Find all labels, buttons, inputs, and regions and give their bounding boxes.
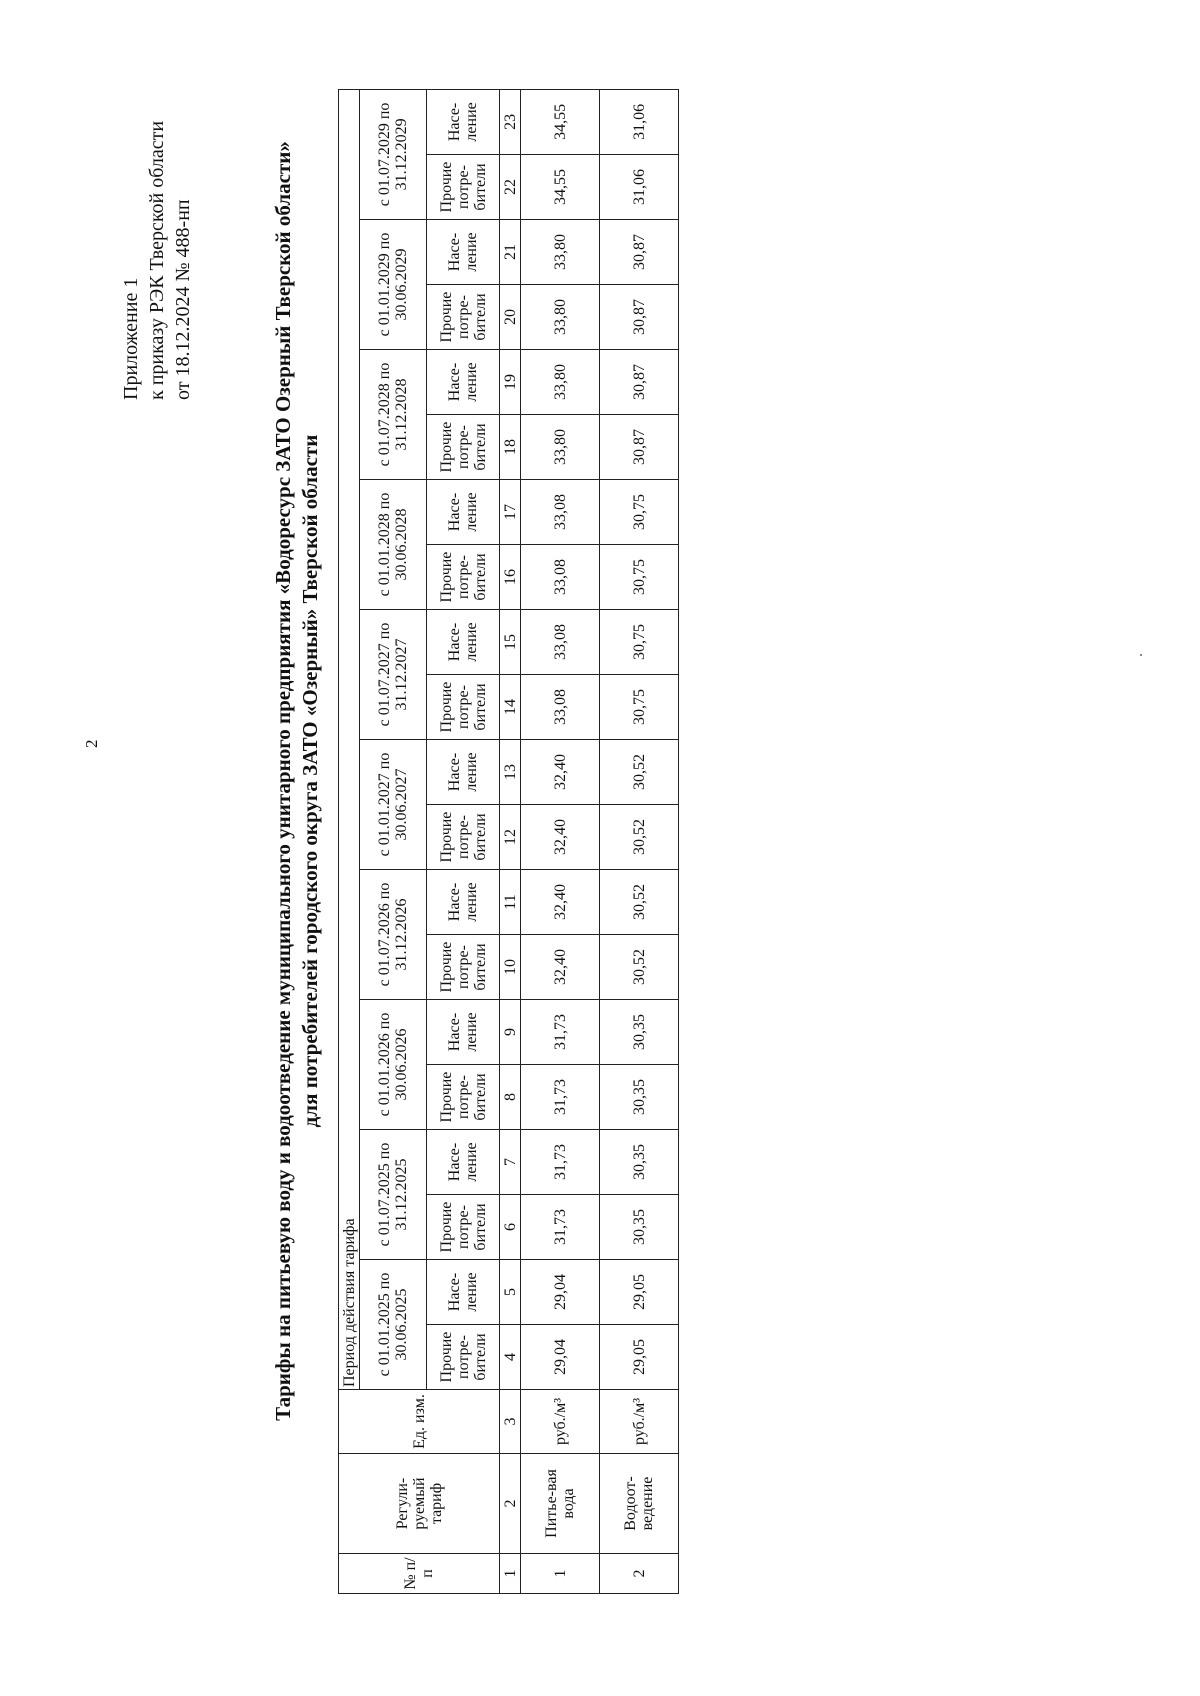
scan-speck — [1140, 654, 1142, 656]
header-population: Насе-ление — [427, 350, 500, 415]
period-header: с 01.01.2026 по 30.06.2026 — [360, 1000, 427, 1130]
header-population: Насе-ление — [427, 220, 500, 285]
header-other-consumers: Прочие потре-бители — [427, 415, 500, 480]
header-population: Насе-ление — [427, 1000, 500, 1065]
tariff-value: 30,52 — [600, 935, 679, 1000]
column-number: 1 — [500, 1554, 521, 1594]
header-regulated-tariff: Регули-руемый тариф — [339, 1454, 500, 1554]
header-population: Насе-ление — [427, 480, 500, 545]
column-number: 13 — [500, 740, 521, 805]
period-header: с 01.07.2026 по 31.12.2026 — [360, 870, 427, 1000]
tariff-value: 29,04 — [521, 1325, 600, 1390]
column-number: 16 — [500, 545, 521, 610]
header-population: Насе-ление — [427, 89, 500, 154]
tariff-value: 32,40 — [521, 740, 600, 805]
header-unit: Ед. изм. — [339, 1390, 500, 1454]
period-header: с 01.01.2025 по 30.06.2025 — [360, 1260, 427, 1390]
column-number: 21 — [500, 220, 521, 285]
tariff-value: 31,73 — [521, 1195, 600, 1260]
appendix-line-3: от 18.12.2024 № 488-нп — [172, 199, 194, 400]
header-other-consumers: Прочие потре-бители — [427, 1195, 500, 1260]
tariff-value: 30,35 — [600, 1065, 679, 1130]
header-period: Период действия тарифа — [339, 89, 360, 1389]
period-header: с 01.01.2028 по 30.06.2028 — [360, 480, 427, 610]
header-population: Насе-ление — [427, 1260, 500, 1325]
column-number: 7 — [500, 1130, 521, 1195]
header-number: № п/п — [339, 1554, 500, 1594]
document-title — [270, 116, 324, 1446]
column-number: 11 — [500, 870, 521, 935]
row-tariff-name: Питье-вая вода — [521, 1454, 600, 1554]
row-tariff-name: Водоот-ведение — [600, 1454, 679, 1554]
tariff-value: 30,87 — [600, 220, 679, 285]
tariff-value: 30,35 — [600, 1000, 679, 1065]
column-number: 9 — [500, 1000, 521, 1065]
tariff-value: 30,75 — [600, 610, 679, 675]
tariff-value: 34,55 — [521, 155, 600, 220]
tariff-value: 33,80 — [521, 285, 600, 350]
header-row-period — [339, 89, 360, 1593]
column-number: 22 — [500, 155, 521, 220]
column-number: 19 — [500, 350, 521, 415]
column-number: 6 — [500, 1195, 521, 1260]
column-number: 17 — [500, 480, 521, 545]
period-header: с 01.01.2029 по 30.06.2029 — [360, 220, 427, 350]
header-row-consumers — [427, 89, 500, 1593]
tariff-value: 30,75 — [600, 480, 679, 545]
tariff-value: 30,52 — [600, 740, 679, 805]
header-other-consumers: Прочие потре-бители — [427, 545, 500, 610]
header-population: Насе-ление — [427, 740, 500, 805]
column-number: 23 — [500, 89, 521, 154]
tariff-value: 30,52 — [600, 870, 679, 935]
tariff-value: 29,05 — [600, 1260, 679, 1325]
tariff-value: 34,55 — [521, 89, 600, 154]
row-number: 2 — [600, 1554, 679, 1594]
column-number: 12 — [500, 805, 521, 870]
header-other-consumers: Прочие потре-бители — [427, 285, 500, 350]
header-other-consumers: Прочие потре-бители — [427, 1325, 500, 1390]
header-other-consumers: Прочие потре-бители — [427, 935, 500, 1000]
tariff-value: 32,40 — [521, 935, 600, 1000]
tariff-value: 30,87 — [600, 285, 679, 350]
tariff-value: 30,75 — [600, 675, 679, 740]
header-population: Насе-ление — [427, 870, 500, 935]
column-number: 10 — [500, 935, 521, 1000]
tariff-value: 31,73 — [521, 1065, 600, 1130]
header-other-consumers: Прочие потре-бители — [427, 1065, 500, 1130]
period-header: с 01.01.2027 по 30.06.2027 — [360, 740, 427, 870]
tariff-value: 33,08 — [521, 610, 600, 675]
column-number: 2 — [500, 1454, 521, 1554]
tariff-value: 29,04 — [521, 1260, 600, 1325]
tariff-value: 30,87 — [600, 415, 679, 480]
column-number: 4 — [500, 1325, 521, 1390]
period-header: с 01.07.2027 по 31.12.2027 — [360, 610, 427, 740]
tariff-value: 33,08 — [521, 545, 600, 610]
period-header: с 01.07.2025 по 31.12.2025 — [360, 1130, 427, 1260]
period-header: с 01.07.2029 по 31.12.2029 — [360, 89, 427, 219]
tariff-value: 31,06 — [600, 155, 679, 220]
table-row — [600, 89, 679, 1593]
tariff-value: 32,40 — [521, 805, 600, 870]
header-other-consumers: Прочие потре-бители — [427, 675, 500, 740]
tariff-value: 30,87 — [600, 350, 679, 415]
period-header: с 01.07.2028 по 31.12.2028 — [360, 350, 427, 480]
row-number: 1 — [521, 1554, 600, 1594]
tariff-value: 31,73 — [521, 1130, 600, 1195]
column-number: 3 — [500, 1390, 521, 1454]
column-number: 14 — [500, 675, 521, 740]
header-population: Насе-ление — [427, 1130, 500, 1195]
table-row — [521, 89, 600, 1593]
appendix-line-2: к приказу РЭК Тверской области — [146, 120, 168, 400]
column-number: 20 — [500, 285, 521, 350]
header-population: Насе-ление — [427, 610, 500, 675]
tariff-value: 33,08 — [521, 675, 600, 740]
column-numbers-row — [500, 89, 521, 1593]
header-other-consumers: Прочие потре-бители — [427, 155, 500, 220]
appendix-header — [118, 121, 196, 400]
tariff-value: 32,40 — [521, 870, 600, 935]
appendix-line-1: Приложение 1 — [120, 277, 142, 400]
tariff-value: 29,05 — [600, 1325, 679, 1390]
title-line-1: Тарифы на питьевую воду и водоотведение муниципального унитарного предприятия «Водоресурс ЗАТО Озерный Тверской области» — [271, 141, 295, 1421]
tariff-value: 33,80 — [521, 220, 600, 285]
row-unit: руб./м³ — [600, 1390, 679, 1454]
row-unit: руб./м³ — [521, 1390, 600, 1454]
page-number: 2 — [82, 739, 101, 748]
column-number: 15 — [500, 610, 521, 675]
tariff-value: 31,73 — [521, 1000, 600, 1065]
header-other-consumers: Прочие потре-бители — [427, 805, 500, 870]
tariff-value: 30,75 — [600, 545, 679, 610]
tariff-value: 30,52 — [600, 805, 679, 870]
tariff-value: 30,35 — [600, 1195, 679, 1260]
tariff-value: 33,80 — [521, 415, 600, 480]
column-number: 5 — [500, 1260, 521, 1325]
title-line-2: для потребителей городского округа ЗАТО «Озерный» Тверской области — [298, 434, 322, 1128]
column-number: 8 — [500, 1065, 521, 1130]
tariff-table — [338, 89, 679, 1594]
tariff-value: 33,80 — [521, 350, 600, 415]
header-row-dates — [360, 89, 427, 1593]
column-number: 18 — [500, 415, 521, 480]
tariff-value: 30,35 — [600, 1130, 679, 1195]
tariff-value: 31,06 — [600, 89, 679, 154]
tariff-value: 33,08 — [521, 480, 600, 545]
